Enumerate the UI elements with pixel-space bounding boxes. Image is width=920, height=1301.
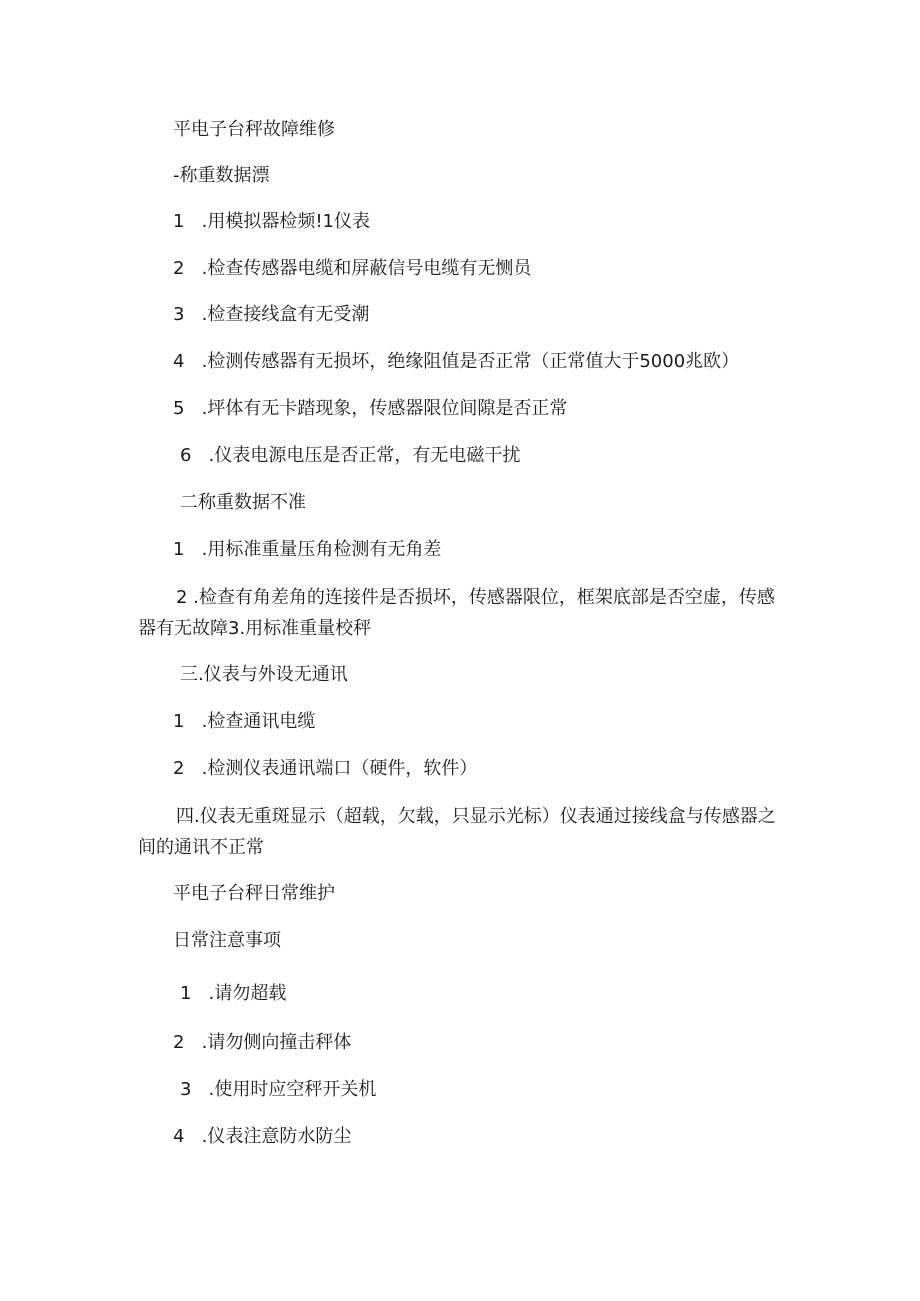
item-text: .检查传感器电缆和屏蔽信号电缆有无恻员	[201, 258, 532, 279]
item-number: 3	[173, 304, 185, 325]
list-item	[173, 709, 315, 735]
list-item	[180, 1077, 376, 1103]
item-text: .请勿侧向撞击秤体	[201, 1032, 352, 1053]
item-number: 1	[173, 211, 185, 232]
daily-notes-heading: 日常注意事项	[173, 930, 281, 951]
item-number: 6	[180, 445, 192, 466]
list-item	[173, 302, 369, 328]
section-1-heading: -称重数据漂	[173, 165, 270, 186]
item-number: 2	[173, 258, 185, 279]
item-number: 4	[173, 351, 185, 372]
list-item	[173, 256, 531, 282]
list-item	[173, 1030, 351, 1056]
item-number: 4	[173, 1126, 185, 1147]
item-text: .使用时应空秤开关机	[208, 1079, 377, 1100]
item-text: .请勿超载	[208, 983, 287, 1004]
item-number: 1	[180, 983, 192, 1004]
section-4-paragraph: 四.仪表无重斑显示（超载，欠载，只显示光标）仪表通过接线盒与传感器之间的通讯不正常	[138, 806, 776, 858]
list-item	[180, 981, 286, 1007]
list-item	[173, 537, 441, 563]
item-number: 2	[173, 758, 185, 779]
list-item	[173, 349, 739, 375]
item-text: .检查接线盒有无受潮	[201, 304, 370, 325]
item-text: .用标准重量压角检测有无角差	[201, 539, 442, 560]
item-number: 1	[173, 539, 185, 560]
item-number: 3	[180, 1079, 192, 1100]
section-2-heading: 二称重数据不准	[180, 492, 306, 513]
maintenance-title: 平电子台秤日常维护	[173, 883, 335, 904]
list-item	[173, 209, 370, 235]
section-3-heading: 三.仪表与外设无通讯	[180, 664, 348, 685]
list-item	[173, 396, 567, 422]
item-text: .用模拟器检频!1仪表	[201, 211, 371, 232]
item-text: .坪体有无卡踏现象，传感器限位间隙是否正常	[201, 398, 568, 419]
item-text: .仪表电源电压是否正常，有无电磁干扰	[208, 445, 521, 466]
item-number: 2	[173, 1032, 185, 1053]
item-text: .仪表注意防水防尘	[201, 1126, 352, 1147]
item-text: .检查通讯电缆	[201, 711, 316, 732]
item-number: 1	[173, 711, 185, 732]
item-text: .检测仪表通讯端口（硬件，软件）	[201, 758, 478, 779]
list-item	[173, 1124, 351, 1150]
item-text: .检测传感器有无损坏，绝缘阻值是否正常（正常值大于5000兆欧）	[201, 351, 740, 372]
list-item	[180, 443, 520, 469]
list-item	[173, 756, 477, 782]
item-number: 5	[173, 398, 185, 419]
section-2-item-2-paragraph: 2 .检查有角差角的连接件是否损坏，传感器限位，框架底部是否空虚，传感器有无故障3.用标准重量校秤	[138, 587, 775, 639]
repair-title: 平电子台秤故障维修	[173, 119, 335, 140]
